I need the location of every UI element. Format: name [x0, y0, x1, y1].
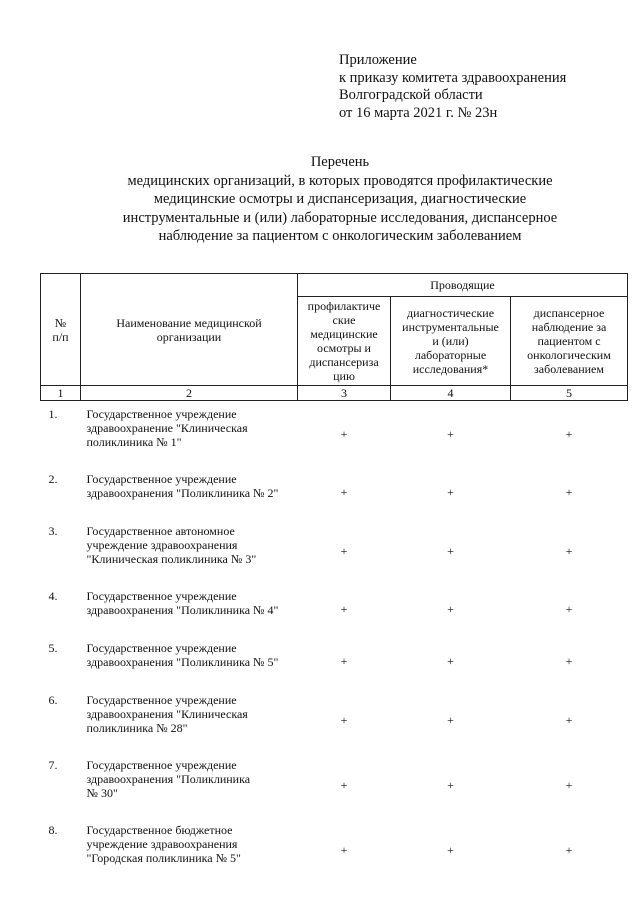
appendix-note	[339, 52, 566, 122]
diagnostics-mark: +	[447, 485, 454, 499]
dispensary-mark: +	[565, 602, 573, 616]
appendix-line: к приказу комитета здравоохранения	[339, 69, 567, 86]
title-line: медицинские осмотры и диспансеризация, диагностические	[153, 191, 527, 207]
organization-name	[81, 583, 298, 635]
dispensary-mark: +	[565, 712, 573, 727]
organization-name	[81, 401, 298, 467]
header-number	[41, 274, 81, 386]
preventive-exams-mark: +	[340, 543, 348, 558]
organization-name-line: Государственное учреждение	[86, 589, 237, 603]
organization-name-line: учреждение здравоохранения	[86, 538, 238, 552]
organization-name	[81, 752, 298, 817]
header-name-line: организации	[156, 329, 222, 344]
preventive-exams-mark: +	[340, 777, 348, 792]
header-group-performing: Проводящие	[298, 274, 628, 297]
diagnostics-mark: +	[447, 602, 454, 616]
row-number: 2.	[48, 472, 58, 486]
column-number: 4	[391, 386, 511, 401]
header-col3-line: ские	[332, 313, 356, 327]
header-diagnostics	[391, 297, 511, 386]
header-number-line: п/п	[52, 329, 69, 344]
preventive-exams-mark: +	[340, 485, 348, 499]
organization-name-line: поликлиника № 1"	[86, 435, 182, 449]
diagnostics-mark: +	[447, 654, 454, 668]
organization-name-line: Государственное учреждение	[86, 758, 237, 772]
header-col3-line: цию	[333, 369, 355, 383]
header-col5-line: пациентом с	[537, 334, 601, 348]
document-title	[60, 153, 620, 246]
organization-name-line: здравоохранения "Поликлиника № 5"	[86, 655, 279, 669]
column-number: 2	[81, 386, 298, 401]
header-col5-line: онкологическим	[527, 348, 611, 362]
column-number: 3	[298, 386, 391, 401]
diagnostics-mark: +	[447, 543, 454, 558]
table-row	[41, 518, 628, 583]
dispensary-mark: +	[565, 426, 573, 441]
title-line: медицинских организаций, в которых проводятся профилактические	[127, 172, 553, 189]
preventive-exams-mark: +	[340, 602, 348, 616]
row-number: 4.	[48, 589, 58, 603]
header-preventive-exams	[298, 297, 391, 386]
dispensary-mark: +	[565, 485, 573, 499]
header-col3-line: профилактиче	[307, 299, 381, 313]
appendix-line: Приложение	[339, 52, 417, 68]
organization-name-line: Государственное учреждение	[86, 693, 237, 707]
row-number: 6.	[48, 693, 58, 707]
organization-name	[81, 466, 298, 518]
header-col4-line: лабораторные	[414, 348, 487, 362]
title-line: наблюдение за пациентом с онкологическим заболеванием	[158, 228, 522, 244]
header-dispensary-observation	[511, 297, 628, 386]
header-col4-line: исследования*	[412, 362, 489, 376]
organization-name-line: здравоохранения "Клиническая	[86, 707, 248, 721]
dispensary-mark: +	[565, 777, 573, 792]
dispensary-mark: +	[565, 842, 573, 857]
organization-name-line: здравоохранение "Клиническая	[86, 421, 248, 435]
row-number: 7.	[48, 758, 58, 772]
organization-name-line: № 30"	[86, 786, 118, 800]
organization-name-line: здравоохранения "Поликлиника № 4"	[86, 603, 279, 617]
header-col5-line: наблюдение за	[531, 320, 607, 334]
organization-name	[81, 687, 298, 752]
header-number-line: №	[54, 315, 67, 330]
preventive-exams-mark: +	[340, 426, 348, 441]
diagnostics-mark: +	[447, 712, 454, 727]
table-row	[41, 583, 628, 635]
dispensary-mark: +	[565, 543, 573, 558]
preventive-exams-mark: +	[340, 842, 348, 857]
header-col4-line: диагностические	[406, 306, 495, 320]
diagnostics-mark: +	[447, 777, 454, 792]
header-col3-line: диспансериза	[309, 355, 379, 369]
header-org-name	[81, 274, 298, 386]
table-row	[41, 635, 628, 687]
organization-name-line: "Клиническая поликлиника № 3"	[86, 552, 257, 566]
row-number: 5.	[48, 641, 58, 655]
dispensary-mark: +	[565, 654, 573, 668]
organization-name	[81, 817, 298, 882]
header-col3-line: осмотры и	[317, 341, 371, 355]
column-number: 5	[511, 386, 628, 401]
appendix-line: от 16 марта 2021 г. № 23н	[339, 104, 498, 121]
table-row	[41, 752, 628, 817]
organization-name	[81, 518, 298, 583]
header-col5-line: заболеванием	[534, 362, 604, 376]
appendix-line: Волгоградской области	[339, 87, 483, 103]
title-line: инструментальные и (или) лабораторные исследования, диспансерное	[122, 209, 558, 226]
diagnostics-mark: +	[447, 842, 454, 857]
table-row	[41, 401, 628, 467]
table-row	[41, 687, 628, 752]
header-col4-line: и (или)	[432, 334, 469, 348]
header-col3-line: медицинские	[310, 327, 378, 341]
organization-name-line: Государственное учреждение	[86, 407, 237, 421]
organization-name-line: Государственное учреждение	[86, 472, 237, 486]
title-heading: Перечень	[310, 154, 370, 170]
organization-name-line: Государственное автономное	[86, 524, 235, 538]
organization-name	[81, 635, 298, 687]
organization-name-line: "Городская поликлиника № 5"	[86, 851, 241, 865]
row-number: 3.	[48, 524, 58, 538]
diagnostics-mark: +	[447, 426, 454, 441]
organization-name-line: здравоохранения "Поликлиника	[86, 772, 251, 786]
column-number: 1	[41, 386, 81, 401]
organization-name-line: учреждение здравоохранения	[86, 837, 238, 851]
header-col4-line: инструментальные	[402, 320, 499, 334]
header-col5-line: диспансерное	[533, 306, 605, 320]
table-row	[41, 817, 628, 882]
organization-name-line: Государственное учреждение	[86, 641, 237, 655]
organizations-table	[40, 273, 628, 882]
preventive-exams-mark: +	[340, 712, 348, 727]
header-name-line: Наименование медицинской	[116, 315, 262, 330]
preventive-exams-mark: +	[340, 654, 348, 668]
organization-name-line: здравоохранения "Поликлиника № 2"	[86, 486, 279, 500]
organization-name-line: поликлиника № 28"	[86, 721, 188, 735]
organization-name-line: Государственное бюджетное	[86, 823, 233, 837]
row-number: 1.	[48, 407, 58, 421]
row-number: 8.	[48, 823, 58, 837]
table-row	[41, 466, 628, 518]
